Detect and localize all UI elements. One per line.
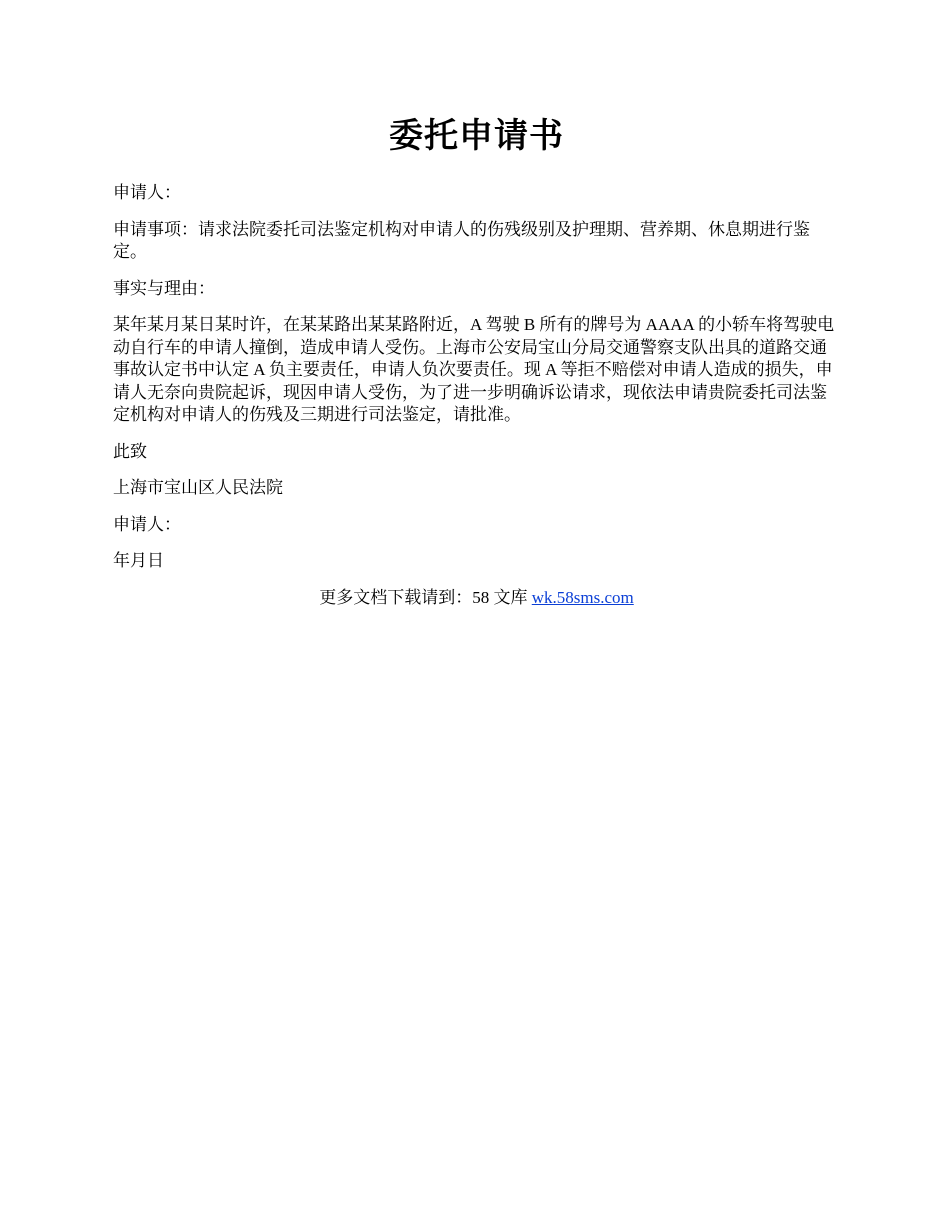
document-page <box>113 108 840 609</box>
facts-body: 某年某月某日某时许，在某某路出某某路附近，A 驾驶 B 所有的牌号为 AAAA 的小轿车将驾驶电动自行车的申请人撞倒，造成申请人受伤。上海市公安局宝山分局交通警察支队出具的道路交通事故认定书中认定 A 负主要责任，申请人负次要责任。现 A 等拒不赔偿对申请人造成的损失，申请人无奈向贵院起诉，现因申请人受伤，为了进一步明确诉讼请求，现依法申请贵院委托司法鉴定机构对申请人的伤残及三期进行司法鉴定，请批准。 <box>113 315 835 424</box>
application-matter: 申请事项：请求法院委托司法鉴定机构对申请人的伤残级别及护理期、营养期、休息期进行鉴定。 <box>113 219 810 261</box>
applicant-label: 申请人： <box>113 183 181 202</box>
footer-line <box>113 587 840 609</box>
document-title: 委托申请书 <box>389 116 564 156</box>
applicant-signature-label: 申请人： <box>113 514 181 534</box>
court-name: 上海市宝山区人民法院 <box>113 478 283 497</box>
facts-heading: 事实与理由： <box>113 278 215 298</box>
footer-link[interactable]: wk.58sms.com <box>531 587 634 607</box>
footer-text: 更多文档下载请到：58 文库 <box>319 587 532 607</box>
salutation: 此致 <box>113 441 147 461</box>
date-label: 年月日 <box>113 551 164 570</box>
